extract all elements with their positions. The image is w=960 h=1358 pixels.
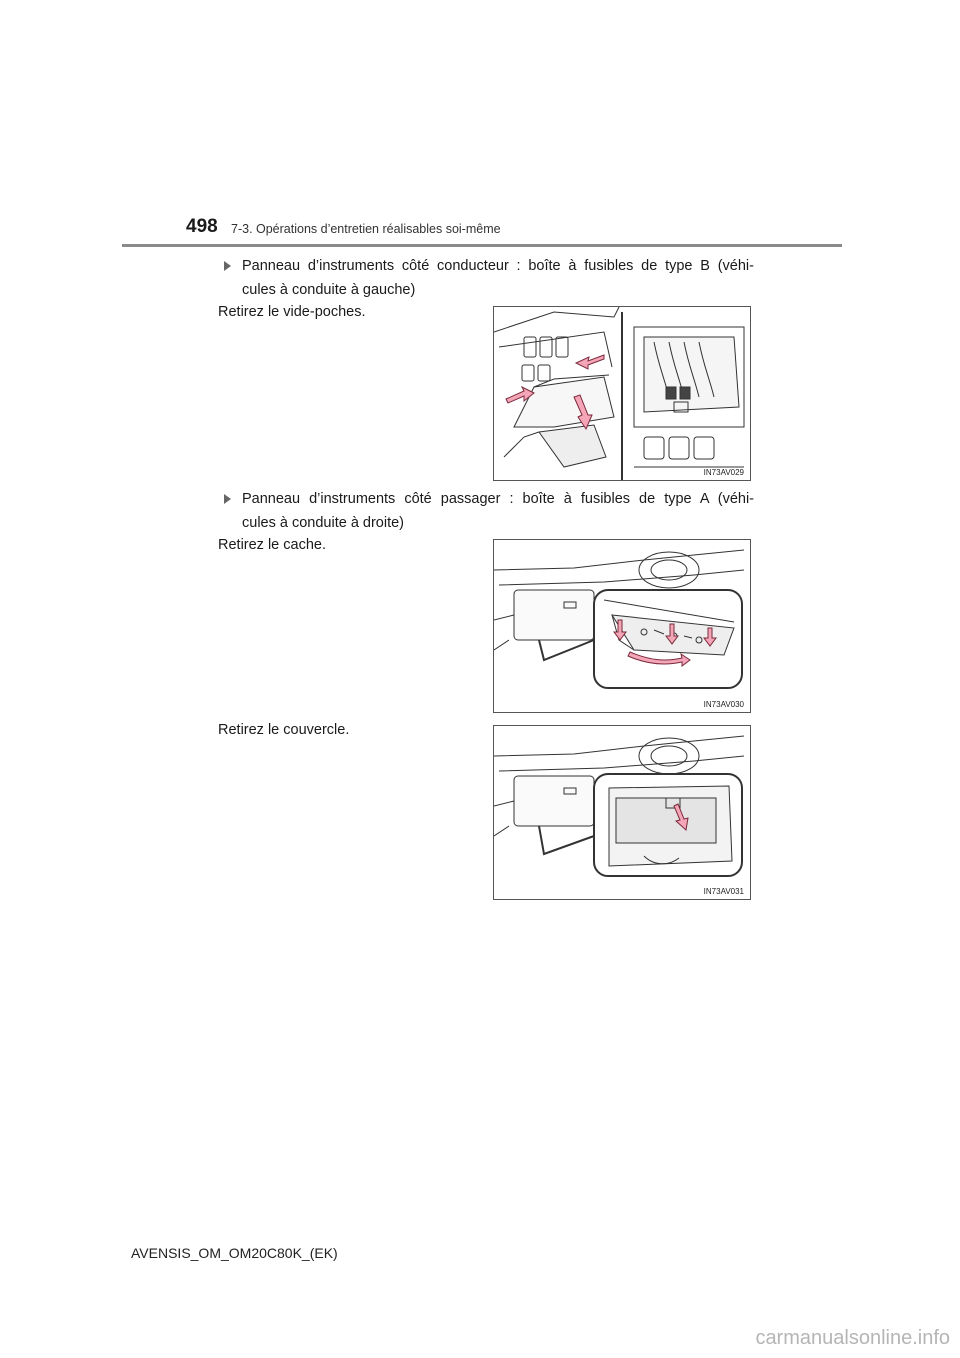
bullet-text [218,487,754,535]
bullet-triangle-icon [224,494,231,504]
illustration-cover-removal [494,540,750,712]
footer-document-id: AVENSIS_OM_OM20C80K_(EK) [131,1245,338,1261]
illustration-lid-removal [494,726,750,899]
bullet-triangle-icon [224,261,231,271]
figure-code: IN73AV029 [703,468,744,477]
illustration-pocket-removal [494,307,750,480]
bullet-text-line-1: Panneau d’instruments côté passager : boîte à fusibles de type A (véhi- [242,491,754,507]
instruction-remove-cover: Retirez le cache. [218,537,326,553]
bullet-item-type-b [218,254,754,302]
figure-passenger-cover [493,539,751,713]
page-number: 498 [186,216,218,237]
instruction-remove-pocket: Retirez le vide-poches. [218,304,366,320]
bullet-item-type-a [218,487,754,535]
section-title: 7-3. Opérations d’entretien réalisables soi-même [231,222,501,236]
figure-glovebox-pocket [493,306,751,481]
figure-code: IN73AV031 [703,887,744,896]
header-rule [122,244,842,247]
bullet-text-line-1: Panneau d’instruments côté conducteur : boîte à fusibles de type B (véhi- [242,258,754,274]
figure-fuse-lid [493,725,751,900]
instruction-remove-lid: Retirez le couvercle. [218,722,350,738]
bullet-text-line-2: cules à conduite à droite) [242,515,405,531]
bullet-text [218,254,754,302]
bullet-text-line-2: cules à conduite à gauche) [242,282,416,298]
figure-code: IN73AV030 [703,700,744,709]
footer-watermark[interactable]: carmanualsonline.info [755,1327,950,1349]
